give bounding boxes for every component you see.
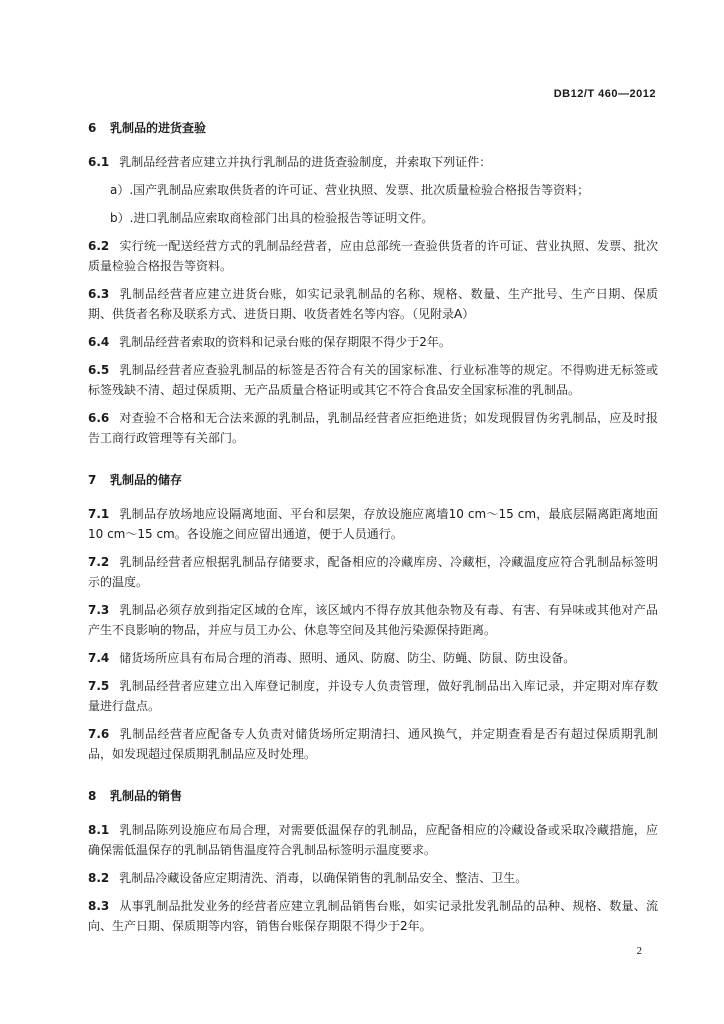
clause-6-1-item-a: a）.国产乳制品应索取供货者的许可证、营业执照、发票、批次质量检验合格报告等资料； (110, 183, 590, 197)
section-6-title (88, 118, 658, 138)
clause-text: 乳制品经营者应建立进货台账，如实记录乳制品的名称、规格、数量、生产批号、生产日期、保质期、供货者名称及联系方式、进货日期、收货者姓名等内容。（见附录A） (88, 287, 658, 321)
clause-7-6 (88, 724, 658, 764)
clause-text: 从事乳制品批发业务的经营者应建立乳制品销售台账，如实记录批发乳制品的品种、规格、数量、流向、生产日期、保质期等内容，销售台账保存期限不得少于2年。 (88, 899, 658, 933)
clause-6-1 (88, 152, 658, 172)
section-number: 7 (88, 473, 97, 487)
clause-7-2 (88, 552, 658, 592)
clause-number: 7.4 (88, 651, 110, 665)
clause-text: 乳制品经营者应配备专人负责对储货场所定期清扫、通风换气，并定期查看是否有超过保质期乳制品，如发现超过保质期乳制品应及时处理。 (88, 727, 658, 761)
section-gap (88, 456, 658, 470)
clause-number: 7.1 (88, 507, 110, 521)
clause-text: 乳制品经营者应根据乳制品存储要求，配备相应的冷藏库房、冷藏柜，冷藏温度应符合乳制品标签明示的温度。 (88, 555, 658, 589)
clause-number: 6.5 (88, 363, 110, 377)
clause-number: 6.2 (88, 239, 110, 253)
clause-text: 乳制品经营者索取的资料和记录台账的保存期限不得少于2年。 (119, 335, 451, 349)
clause-text: 实行统一配送经营方式的乳制品经营者，应由总部统一查验供货者的许可证、营业执照、发票、批次质量检验合格报告等资料。 (88, 239, 658, 273)
section-title-text: 乳制品的进货查验 (110, 121, 207, 135)
clause-8-3 (88, 896, 658, 936)
clause-text: 乳制品经营者应建立并执行乳制品的进货查验制度，并索取下列证件： (119, 155, 492, 169)
clause-text: 乳制品经营者应建立出入库登记制度，并设专人负责管理，做好乳制品出入库记录，并定期对库存数量进行盘点。 (88, 679, 658, 713)
clause-number: 8.2 (88, 871, 110, 885)
clause-8-1 (88, 820, 658, 860)
clause-6-2 (88, 236, 658, 276)
document-body (88, 118, 658, 944)
section-title-text: 乳制品的储存 (110, 473, 183, 487)
clause-number: 6.4 (88, 335, 110, 349)
clause-7-5 (88, 676, 658, 716)
clause-6-1-item-b: b）.进口乳制品应索取商检部门出具的检验报告等证明文件。 (110, 211, 434, 225)
clause-6-4 (88, 332, 658, 352)
clause-7-3 (88, 600, 658, 640)
clause-number: 6.6 (88, 411, 110, 425)
standard-code-header: DB12/T 460—2012 (553, 88, 656, 100)
clause-number: 7.6 (88, 727, 110, 741)
clause-7-1 (88, 504, 658, 544)
clause-8-2 (88, 868, 658, 888)
section-number: 6 (88, 121, 97, 135)
clause-text: 乳制品冷藏设备应定期清洗、消毒，以确保销售的乳制品安全、整洁、卫生。 (119, 871, 528, 885)
clause-number: 7.3 (88, 603, 110, 617)
clause-6-3 (88, 284, 658, 324)
clause-text: 乳制品陈列设施应布局合理，对需要低温保存的乳制品，应配备相应的冷藏设备或采取冷藏措施，应确保需低温保存的乳制品销售温度符合乳制品标签明示温度要求。 (88, 823, 658, 857)
clause-number: 7.5 (88, 679, 110, 693)
clause-number: 6.1 (88, 155, 110, 169)
section-number: 8 (88, 789, 97, 803)
section-8-title (88, 786, 658, 806)
clause-number: 8.1 (88, 823, 110, 837)
clause-number: 6.3 (88, 287, 110, 301)
clause-6-5 (88, 360, 658, 400)
clause-7-4 (88, 648, 658, 668)
page-number: 2 (636, 945, 642, 957)
section-7-title (88, 470, 658, 490)
clause-text: 储货场所应具有布局合理的消毒、照明、通风、防腐、防尘、防蝇、防鼠、防虫设备。 (119, 651, 576, 665)
clause-text: 乳制品经营者应查验乳制品的标签是否符合有关的国家标准、行业标准等的规定。不得购进无标签或标签残缺不清、超过保质期、无产品质量合格证明或其它不符合食品安全国家标准的乳制品。 (88, 363, 658, 397)
clause-number: 8.3 (88, 899, 110, 913)
section-title-text: 乳制品的销售 (110, 789, 183, 803)
clause-text: 乳制品必须存放到指定区域的仓库，该区域内不得存放其他杂物及有毒、有害、有异味或其他对产品产生不良影响的物品，并应与员工办公、休息等空间及其他污染源保持距离。 (88, 603, 658, 637)
clause-text: 乳制品存放场地应设隔离地面、平台和层架，存放设施应离墙10 cm～15 cm，最底层隔离距离地面10 cm～15 cm。各设施之间应留出通道，便于人员通行。 (88, 507, 658, 541)
clause-text: 对查验不合格和无合法来源的乳制品，乳制品经营者应拒绝进货；如发现假冒伪劣乳制品，应及时报告工商行政管理等有关部门。 (88, 411, 658, 445)
section-gap (88, 772, 658, 786)
clause-6-6 (88, 408, 658, 448)
clause-number: 7.2 (88, 555, 110, 569)
